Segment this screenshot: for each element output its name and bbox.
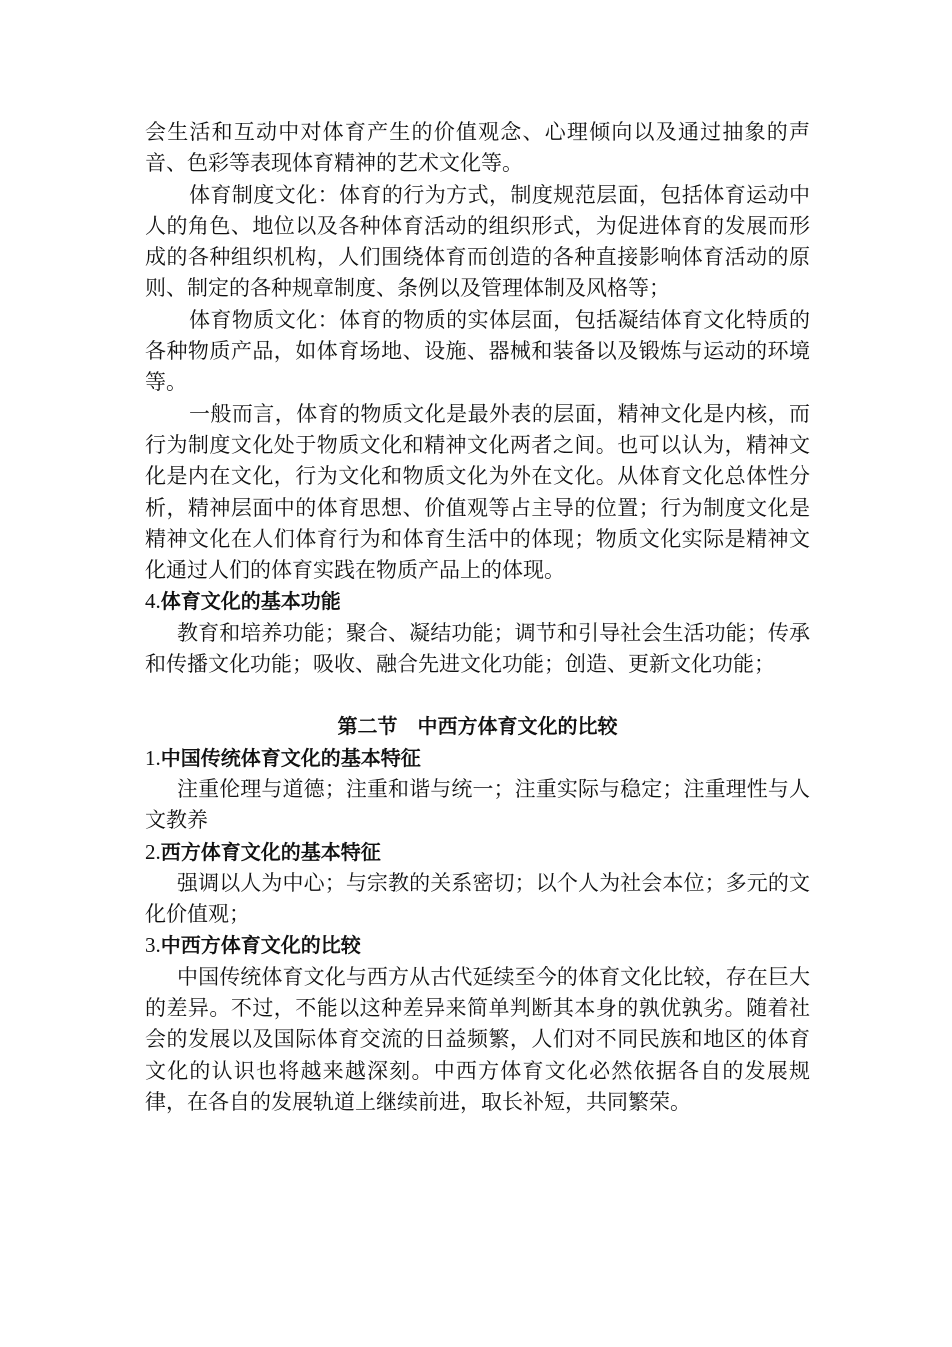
heading-comparison: [145, 930, 810, 961]
heading-chinese-traditional-features: [145, 743, 810, 774]
paragraph-western-features: 强调以人为中心；与宗教的关系密切；以个人为社会本位；多元的文化价值观；: [145, 870, 810, 927]
section-gap: [145, 680, 810, 711]
paragraph-institutional-culture: 体育制度文化：体育的行为方式，制度规范层面，包括体育运动中人的角色、地位以及各种体育活动的组织形式，为促进体育的发展而形成的各种组织机构，人们围绕体育而创造的各种直接影响体育活动的原则、制定的各种规章制度、条例以及管理体制及风格等；: [145, 182, 810, 301]
heading-number: 4.: [145, 589, 161, 614]
heading-text: 中西方体育文化的比较: [160, 933, 361, 958]
document-page: [145, 117, 810, 1118]
heading-number: 1.: [145, 745, 161, 770]
heading-text: 体育文化的基本功能: [160, 589, 341, 614]
paragraph-chinese-features: 注重伦理与道德；注重和谐与统一；注重实际与稳定；注重理性与人文教养: [145, 776, 810, 833]
paragraph-comparison: 中国传统体育文化与西方从古代延续至今的体育文化比较，存在巨大的差异。不过，不能以这种差异来简单判断其本身的孰优孰劣。随着社会的发展以及国际体育交流的日益频繁，人们对不同民族和地区的体育文化的认识也将越来越深刻。中西方体育文化必然依据各自的发展规律，在各自的发展轨道上继续前进，取长补短，共同繁荣。: [145, 964, 810, 1114]
heading-sports-culture-functions: [145, 586, 810, 617]
section-title: 第二节 中西方体育文化的比较: [337, 714, 618, 739]
paragraph-general-summary: 一般而言，体育的物质文化是最外表的层面，精神文化是内核，而行为制度文化处于物质文化和精神文化两者之间。也可以认为，精神文化是内在文化，行为文化和物质文化为外在文化。从体育文化总体性分析，精神层面中的体育思想、价值观等占主导的位置；行为制度文化是精神文化在人们体育行为和体育生活中的体现；物质文化实际是精神文化通过人们的体育实践在物质产品上的体现。: [145, 401, 810, 583]
paragraph-material-culture: 体育物质文化：体育的物质的实体层面，包括凝结体育文化特质的各种物质产品，如体育场地、设施、器械和装备以及锻炼与运动的环境等。: [145, 307, 810, 395]
heading-number: 2.: [145, 839, 161, 864]
paragraph-functions-list: 教育和培养功能；聚合、凝结功能；调节和引导社会生活功能；传承和传播文化功能；吸收、融合先进文化功能；创造、更新文化功能；: [145, 620, 810, 677]
paragraph-continued: 会生活和互动中对体育产生的价值观念、心理倾向以及通过抽象的声音、色彩等表现体育精神的艺术文化等。: [145, 120, 810, 176]
heading-text: 西方体育文化的基本特征: [160, 839, 381, 864]
heading-text: 中国传统体育文化的基本特征: [160, 745, 421, 770]
heading-western-features: [145, 837, 810, 868]
heading-number: 3.: [145, 933, 161, 958]
